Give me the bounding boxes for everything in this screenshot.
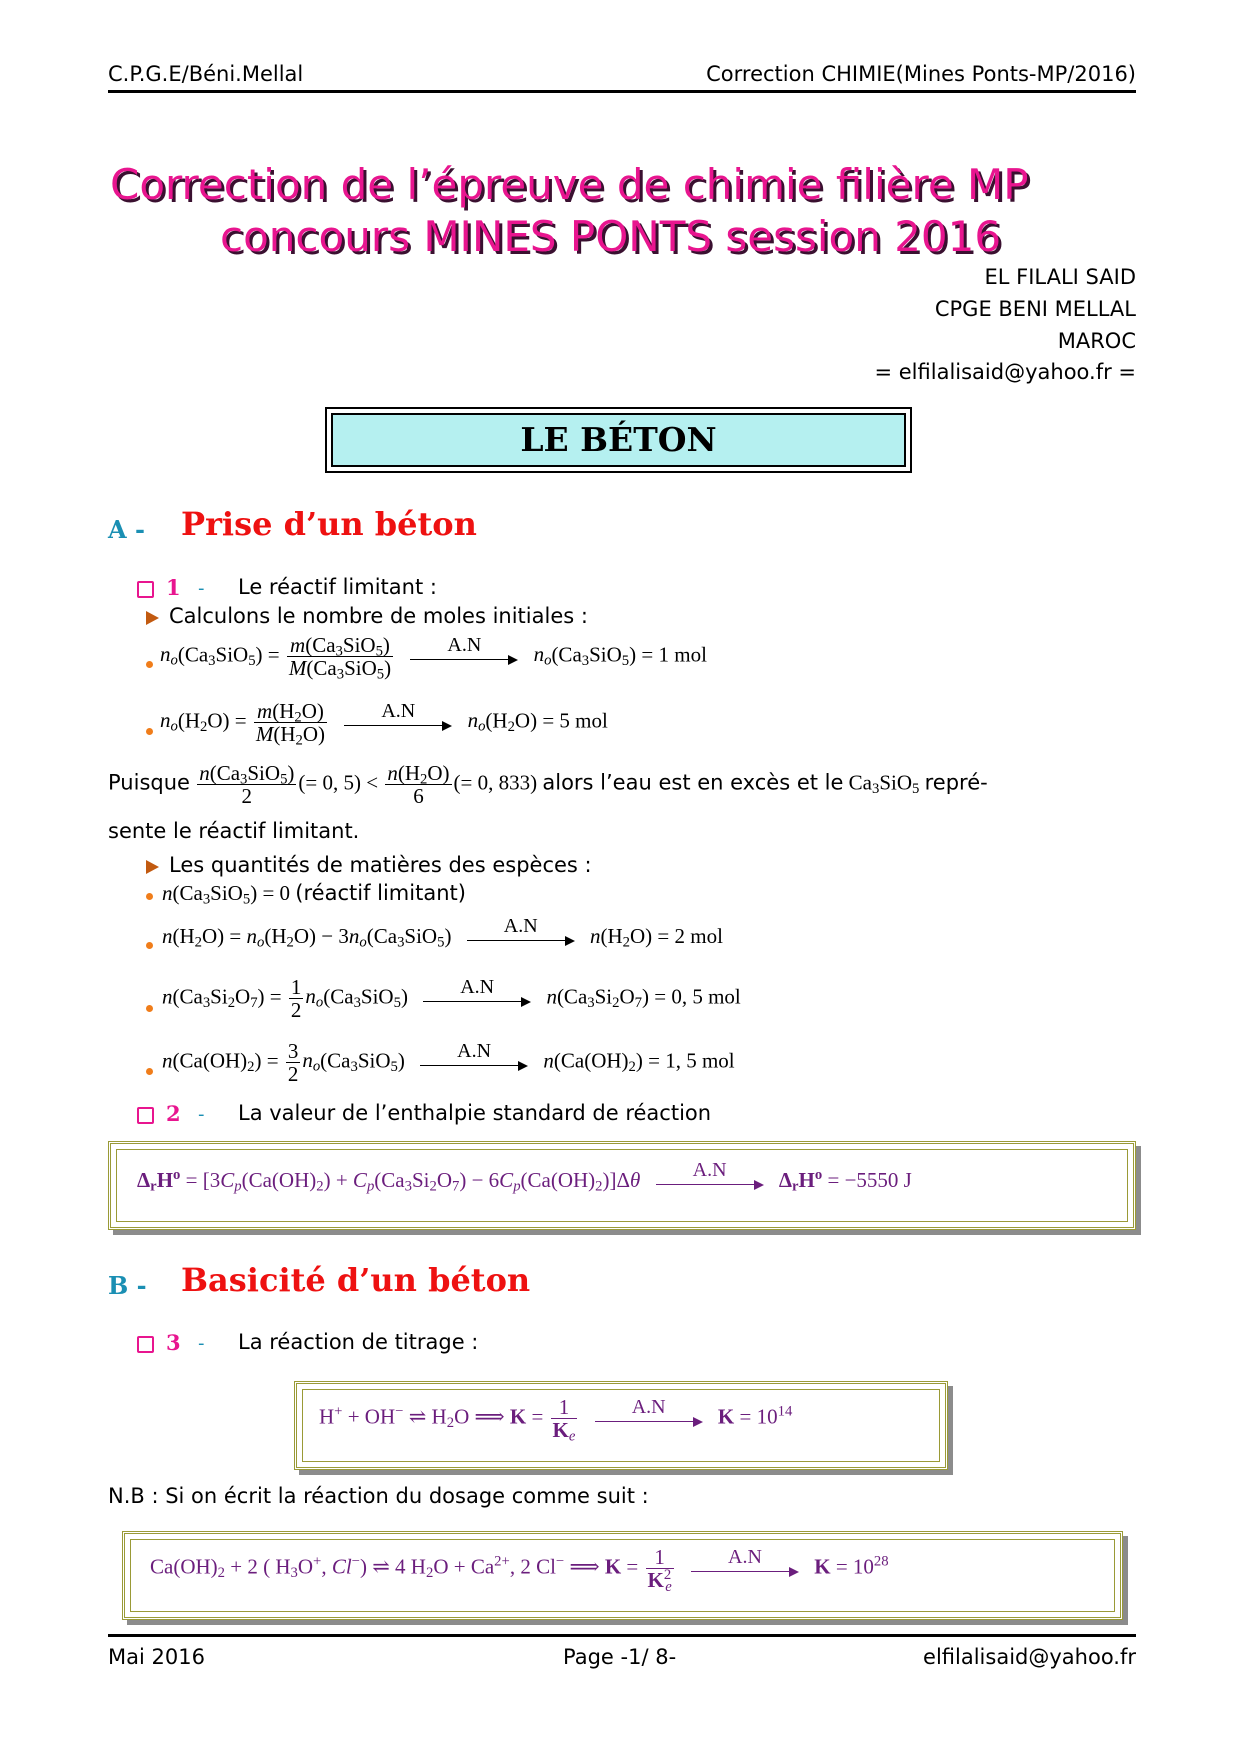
step-initial-moles: Calculons le nombre de moles initiales :	[169, 604, 588, 628]
question-1-label: Le réactif limitant :	[238, 575, 437, 599]
step-quantities: Les quantités de matières des espèces :	[169, 853, 592, 877]
eq-n-ca3si2o7: $n(Ca_3Si_2O_7)$ = $\frac{1}{2}$ $n_o(Ca_3SiO_5)$ A.N $n(Ca_3Si_2O_7) = 0$, 5 mol	[162, 975, 741, 1023]
an-arrow-icon: A.N	[420, 1048, 528, 1078]
question-2-dash: -	[198, 1104, 205, 1125]
triangle-bullet-icon	[146, 611, 159, 625]
bullet-dot-icon	[146, 1068, 153, 1075]
chapter-box	[325, 407, 912, 473]
section-a-title: Prise d’un béton	[181, 505, 477, 543]
section-a-letter: A -	[108, 515, 145, 544]
bullet-dot-icon	[146, 942, 153, 949]
conclusion-line-2: sente le réactif limitant.	[108, 819, 360, 843]
title-line-1: Correction de l’épreuve de chimie filière MP	[110, 160, 1029, 209]
titration-equation: H+ + OH− ⇌ $H_2O$ ⟹ K = $\frac{1}{K_e}$ A.N $K = 10^{14}$	[319, 1395, 793, 1445]
eq-n-ca3sio5: $n(Ca_3SiO_5) = 0$ (réactif limitant)	[162, 881, 466, 908]
author-school: CPGE BENI MELLAL	[934, 297, 1136, 321]
header-right: Correction CHIMIE(Mines Ponts-MP/2016)	[706, 62, 1136, 86]
an-arrow-icon: A.N	[595, 1404, 703, 1434]
question-3-label: La réaction de titrage :	[238, 1330, 479, 1354]
footer-right: elfilalisaid@yahoo.fr	[923, 1645, 1136, 1669]
question-box-icon	[137, 581, 154, 598]
header-left: C.P.G.E/Béni.Mellal	[108, 62, 304, 86]
question-1-dash: -	[198, 578, 205, 599]
an-arrow-icon: A.N	[656, 1167, 764, 1197]
dosage-box	[122, 1531, 1123, 1620]
an-arrow-icon: A.N	[410, 642, 518, 672]
bullet-dot-icon	[146, 728, 153, 735]
section-b-letter: B -	[108, 1271, 147, 1300]
eq-n-caoh2: $n(Ca(OH)_2)$ = $\frac{3}{2}$ $n_o(Ca_3SiO_5)$ A.N $n(Ca(OH)_2) = 1$, 5 mol	[162, 1039, 735, 1087]
an-arrow-icon: A.N	[467, 923, 575, 953]
question-3-number: 3	[166, 1330, 181, 1355]
enthalpy-box	[108, 1141, 1136, 1230]
bullet-dot-icon	[146, 893, 153, 900]
chapter-title: LE BÉTON	[520, 420, 717, 459]
nb-note: N.B : Si on écrit la réaction du dosage comme suit :	[108, 1484, 649, 1508]
footer-left: Mai 2016	[108, 1645, 205, 1669]
question-2-number: 2	[166, 1101, 181, 1126]
titration-box	[294, 1381, 948, 1470]
eq-n0-ca3sio5: $n_o(Ca_3SiO_5)$ = $\frac{m(Ca_3SiO_5)}{M(Ca_3SiO_5)}$ A.N $n_o(Ca_3SiO_5) = 1$ mol	[160, 633, 707, 683]
author-email: = elfilalisaid@yahoo.fr =	[874, 360, 1136, 384]
question-box-icon	[137, 1336, 154, 1353]
bullet-dot-icon	[146, 661, 153, 668]
question-1-number: 1	[166, 575, 181, 600]
header-rule	[108, 90, 1136, 93]
triangle-bullet-icon	[146, 860, 159, 874]
question-3-dash: -	[198, 1333, 205, 1354]
an-arrow-icon: A.N	[691, 1554, 799, 1584]
enthalpy-equation: $\Delta_rH^o = [3C_p(Ca(OH)_2) + C_p(Ca_3Si_2O_7) - 6C_p(Ca(OH)_2)]\Delta\theta$ A.N $\Delta_rH^o = -5550$ J	[137, 1167, 912, 1197]
footer-center: Page -1/ 8-	[563, 1645, 677, 1669]
title-line-2: concours MINES PONTS session 2016	[220, 212, 1002, 261]
author-name: EL FILALI SAID	[984, 265, 1136, 289]
question-2-label: La valeur de l’enthalpie standard de réaction	[238, 1101, 712, 1125]
footer-rule	[108, 1634, 1136, 1637]
dosage-equation: $Ca(OH)_2 + 2$ ( $H_3O^+$, Cl−) ⇌ 4 $H_2O + Ca^{2+}$, 2 Cl− ⟹ K = $\frac{1}{K^2_e}$ A.N $K = 10^{28}$	[150, 1545, 889, 1595]
comparison-line: Puisque $\frac{n(Ca_3SiO_5)}{2}$ (= 0, 5) < $\frac{n(H_2O)}{6}$ (= 0, 833) alors l’eau est en excès et le $Ca_3SiO_5$ repré-	[108, 761, 988, 809]
an-arrow-icon: A.N	[344, 708, 452, 738]
eq-n0-h2o: $n_o(H_2O)$ = $\frac{m(H_2O)}{M(H_2O)}$ A.N $n_o(H_2O) = 5$ mol	[160, 699, 608, 749]
bullet-dot-icon	[146, 1005, 153, 1012]
question-box-icon	[137, 1107, 154, 1124]
eq-n-h2o: $n(H_2O) = n_o(H_2O) - 3n_o(Ca_3SiO_5)$ A.N $n(H_2O) = 2$ mol	[162, 923, 723, 953]
section-b-title: Basicité d’un béton	[181, 1261, 531, 1299]
author-country: MAROC	[1057, 329, 1136, 353]
an-arrow-icon: A.N	[423, 984, 531, 1014]
